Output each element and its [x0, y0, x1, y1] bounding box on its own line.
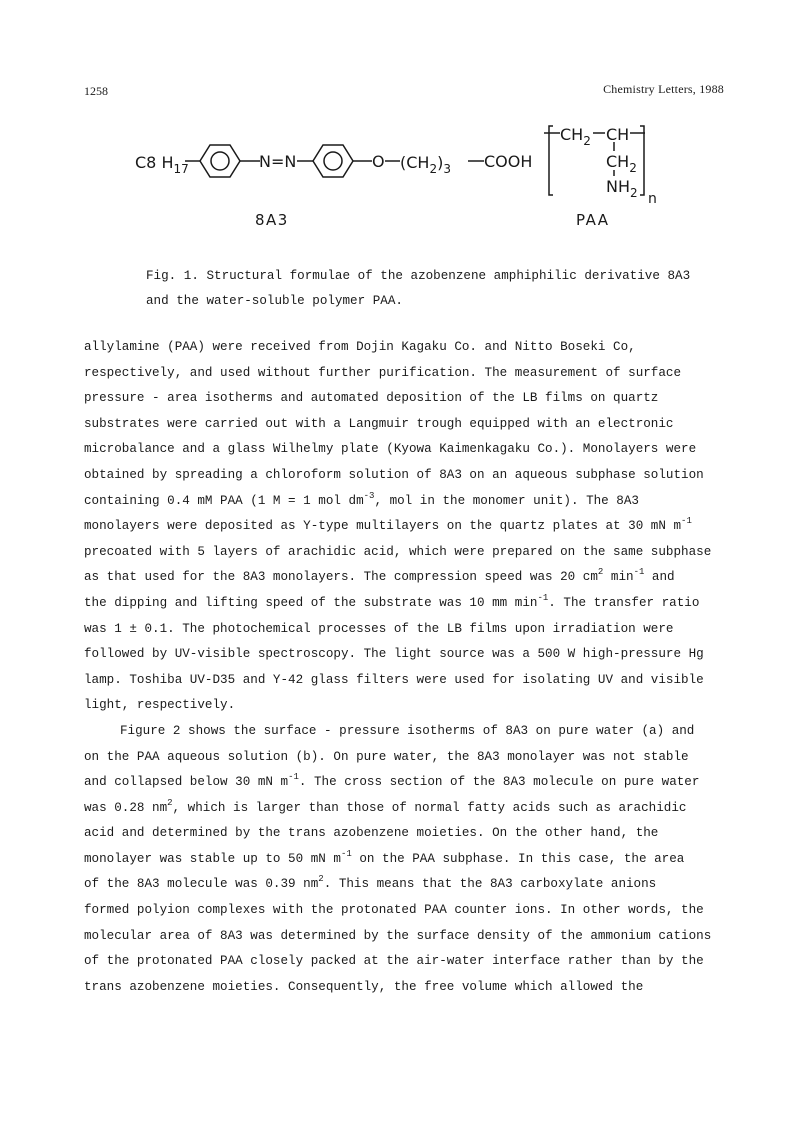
text-line: the dipping and lifting speed of the substrate was 10 mm $\min^{-1}$. The transfer ratio	[84, 592, 700, 610]
compound-label-8a3: 8A3	[255, 211, 289, 229]
text-line: followed by UV-visible spectroscopy. The light source was a 500 W high-pressure Hg	[84, 647, 704, 662]
text-line: molecular area of 8A3 was determined by the surface density of the ammonium cations	[84, 928, 712, 943]
text-line: was 0.28 $nm^2$, which is larger than those of normal fatty acids such as arachidic	[84, 797, 687, 815]
text-line: microbalance and a glass Wilhelmy plate (Kyowa Kaimenkagaku Co.). Monolayers were	[84, 442, 697, 457]
aromatic-circle-2	[324, 152, 342, 170]
body-text	[84, 335, 734, 1000]
compound-paa-structure	[544, 125, 657, 229]
benzene-ring-1	[200, 145, 240, 177]
text-line: precoated with 5 layers of arachidic acid, which were prepared on the same subphase	[84, 544, 712, 559]
paragraph-1	[84, 335, 734, 719]
text-line: formed polyion complexes with the protonated PAA counter ions. In other words, the	[84, 903, 704, 918]
left-bracket	[549, 126, 553, 195]
figure-caption	[146, 264, 690, 314]
text-line: allylamine (PAA) were received from Dojin Kagaku Co. and Nitto Boseki Co,	[84, 340, 636, 354]
text-line: pressure - area isotherms and automated deposition of the LB films on quartz	[84, 391, 659, 406]
text-line: was 1 ± 0.1. The photochemical processes of the LB films upon irradiation were	[84, 621, 674, 636]
journal-header: Chemistry Letters, 1988	[603, 82, 724, 96]
text-line: of the 8A3 molecule was 0.39 $nm^2$. This means that the 8A3 carboxylate anions	[84, 874, 657, 892]
right-bracket	[640, 126, 644, 195]
text-line: obtained by spreading a chloroform solution of 8A3 on an aqueous subphase solution	[84, 467, 704, 482]
paa-backbone-ch2: $CH_2$	[560, 125, 591, 148]
azo-label: N=N	[259, 152, 297, 171]
caption-line: and the water-soluble polymer PAA.	[146, 294, 403, 308]
text-line: trans azobenzene moieties. Consequently, the free volume which allowed the	[84, 979, 644, 994]
text-line: light, respectively.	[84, 698, 236, 713]
compound-8a3-structure	[135, 145, 532, 229]
paa-side-ch2: $CH_2$	[606, 152, 637, 175]
ether-label: O	[372, 152, 385, 171]
acid-label: COOH	[484, 152, 533, 171]
text-line: respectively, and used without further purification. The measurement of surface	[84, 365, 682, 380]
aromatic-circle-1	[211, 152, 229, 170]
benzene-ring-2	[313, 145, 353, 177]
text-line: of the protonated PAA closely packed at the air-water interface rather than by the	[84, 954, 704, 969]
structural-formulae-figure	[0, 0, 793, 260]
paragraph-2	[84, 719, 734, 1001]
text-line: on the PAA aqueous solution (b). On pure water, the 8A3 monolayer was not stable	[84, 749, 689, 764]
caption-line: Fig. 1. Structural formulae of the azobenzene amphiphilic derivative 8A3	[146, 269, 691, 283]
text-line: and collapsed below 30 mN $m^{-1}$. The cross section of the 8A3 molecule on pure water	[84, 772, 700, 790]
paa-repeat-n: n	[648, 191, 657, 207]
text-line: monolayer was stable up to 50 mN $m^{-1}$ on the PAA subphase. In this case, the area	[84, 848, 685, 866]
paa-side-nh2: $NH_2$	[606, 177, 638, 200]
text-line: Figure 2 shows the surface - pressure isotherms of 8A3 on pure water (a) and	[120, 723, 695, 738]
text-line: containing 0.4 mM PAA (1 M = 1 mol $dm^{-3}$, mol in the monomer unit). The 8A3	[84, 490, 639, 508]
text-line: acid and determined by the trans azobenzene moieties. On the other hand, the	[84, 826, 659, 841]
compound-label-paa: PAA	[576, 211, 610, 229]
text-line: substrates were carried out with a Langmuir trough equipped with an electronic	[84, 416, 674, 431]
page-number: 1258	[84, 84, 108, 98]
text-line: as that used for the 8A3 monolayers. The compression speed was 20 $cm^2$ $\min^{-1}$ and	[84, 567, 675, 585]
text-line: monolayers were deposited as Y-type multilayers on the quartz plates at 30 mN $m^{-1}$	[84, 516, 692, 534]
tail-label: C8 $H_{17}$	[135, 153, 189, 176]
paa-backbone-ch: CH	[606, 125, 630, 144]
spacer-label: $(CH_2)_3$	[400, 153, 451, 176]
text-line: lamp. Toshiba UV-D35 and Y-42 glass filters were used for isolating UV and visible	[84, 672, 704, 687]
